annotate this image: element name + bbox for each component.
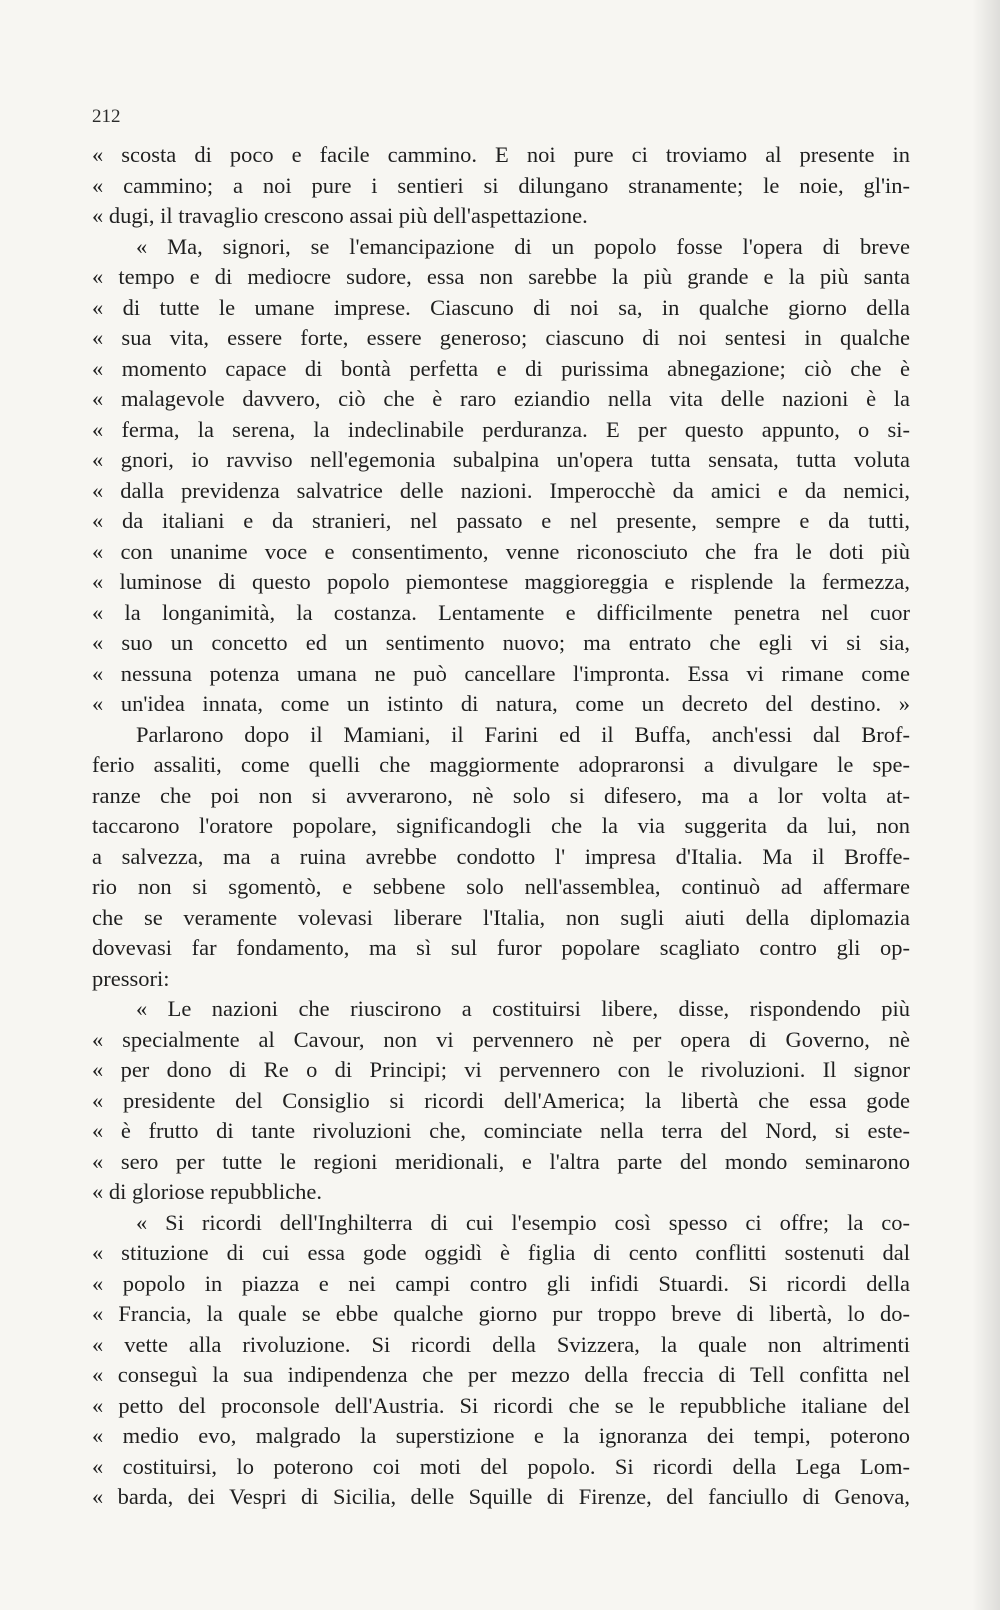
text-line: « scosta di poco e facile cammino. E noi pure ci troviamo al presente in (92, 142, 910, 167)
text-line: « Si ricordi dell'Inghilterra di cui l'esempio così spesso ci offre; la co- (136, 1209, 910, 1235)
text-line: « specialmente al Cavour, non vi pervennero nè per opera di Governo, nè (92, 1026, 910, 1052)
text-line: « gnori, io ravviso nell'egemonia subalpina un'opera tutta sensata, tutta voluta (92, 447, 910, 472)
text-line: « suo un concetto ed un sentimento nuovo; ma entrato che egli vi si sia, (92, 630, 910, 655)
text-line: « dalla previdenza salvatrice delle nazioni. Imperocchè da amici e da nemici, (92, 477, 910, 503)
text-line: « dugi, il travaglio crescono assai più dell'aspettazione. (92, 203, 588, 228)
text-line: « di gloriose repubbliche. (92, 1179, 322, 1204)
text-line: « barda, dei Vespri di Sicilia, delle Squille di Firenze, del fanciullo di Genova, (92, 1484, 910, 1509)
text-line: « Ma, signori, se l'emancipazione di un popolo fosse l'opera di breve (136, 233, 910, 259)
text-line: dovevasi far fondamento, ma sì sul furor popolare scagliato contro gli op- (92, 935, 910, 960)
page-number: 212 (92, 106, 121, 127)
text-line: « costituirsi, lo poterono coi moti del popolo. Si ricordi della Lega Lom- (92, 1453, 910, 1479)
text-line: « medio evo, malgrado la superstizione e la ignoranza dei tempi, poterono (92, 1423, 910, 1448)
text-line: ferio assaliti, come quelli che maggiormente adopraronsi a divulgare le spe- (92, 752, 910, 777)
text-line: « vette alla rivoluzione. Si ricordi della Svizzera, la quale non altrimenti (92, 1331, 910, 1357)
text-line: che se veramente volevasi liberare l'Italia, non sugli aiuti della diplomazia (92, 904, 910, 930)
text-line: Parlarono dopo il Mamiani, il Farini ed il Buffa, anch'essi dal Brof- (136, 721, 910, 747)
text-line: « la longanimità, la costanza. Lentamente e difficilmente penetra nel cuor (92, 599, 910, 625)
text-line: « petto del proconsole dell'Austria. Si ricordi che se le repubbliche italiane del (92, 1392, 910, 1418)
text-line: « di tutte le umane imprese. Ciascuno di noi sa, in qualche giorno della (92, 294, 910, 320)
text-line: « presidente del Consiglio si ricordi dell'America; la libertà che essa gode (92, 1087, 910, 1113)
text-line: « popolo in piazza e nei campi contro gli infidi Stuardi. Si ricordi della (92, 1270, 910, 1296)
text-line: « stituzione di cui essa gode oggidì è figlia di cento conflitti sostenuti dal (92, 1240, 910, 1265)
text-line: « cammino; a noi pure i sentieri si dilungano stranamente; le noie, gl'in- (92, 172, 910, 198)
text-line: « Le nazioni che riuscirono a costituirsi libere, disse, rispondendo più (136, 996, 910, 1021)
text-line: « da italiani e da stranieri, nel passato e nel presente, sempre e da tutti, (92, 508, 910, 533)
text-line: « luminose di questo popolo piemontese maggioreggia e risplende la fermezza, (92, 569, 910, 594)
text-line: « tempo e di mediocre sudore, essa non sarebbe la più grande e la più santa (92, 264, 910, 289)
text-line: « momento capace di bontà perfetta e di purissima abnegazione; ciò che è (92, 355, 910, 381)
text-line: taccarono l'oratore popolare, significandogli che la via suggerita da lui, non (92, 813, 910, 838)
text-line: « per dono di Re o di Principi; vi pervennero con le rivoluzioni. Il signor (92, 1057, 910, 1082)
text-line: « conseguì la sua indipendenza che per mezzo della freccia di Tell confitta nel (92, 1362, 910, 1387)
text-line: pressori: (92, 965, 170, 991)
text-line: « malagevole davvero, ciò che è raro eziandio nella vita delle nazioni è la (92, 386, 910, 411)
body-text (92, 140, 910, 1513)
text-line: « con unanime voce e consentimento, venne riconosciuto che fra le doti più (92, 538, 910, 564)
text-line: ranze che poi non si avverarono, nè solo si difesero, ma a lor volta at- (92, 782, 910, 808)
text-line: « Francia, la quale se ebbe qualche giorno pur troppo breve di libertà, lo do- (92, 1301, 910, 1326)
text-line: « è frutto di tante rivoluzioni che, cominciate nella terra del Nord, si este- (92, 1118, 910, 1143)
text-line: « sua vita, essere forte, essere generoso; ciascuno di noi sentesi in qualche (92, 325, 910, 350)
text-line: « un'idea innata, come un istinto di natura, come un decreto del destino. » (92, 691, 910, 716)
text-line: « nessuna potenza umana ne può cancellare l'impronta. Essa vi rimane come (92, 660, 910, 686)
text-line: rio non si sgomentò, e sebbene solo nell'assemblea, continuò ad affermare (92, 874, 910, 899)
text-line: a salvezza, ma a ruina avrebbe condotto l' impresa d'Italia. Ma il Broffe- (92, 843, 910, 869)
text-line: « sero per tutte le regioni meridionali, e l'altra parte del mondo seminarono (92, 1148, 910, 1174)
text-line: « ferma, la serena, la indeclinabile perduranza. E per questo appunto, o si- (92, 416, 910, 442)
